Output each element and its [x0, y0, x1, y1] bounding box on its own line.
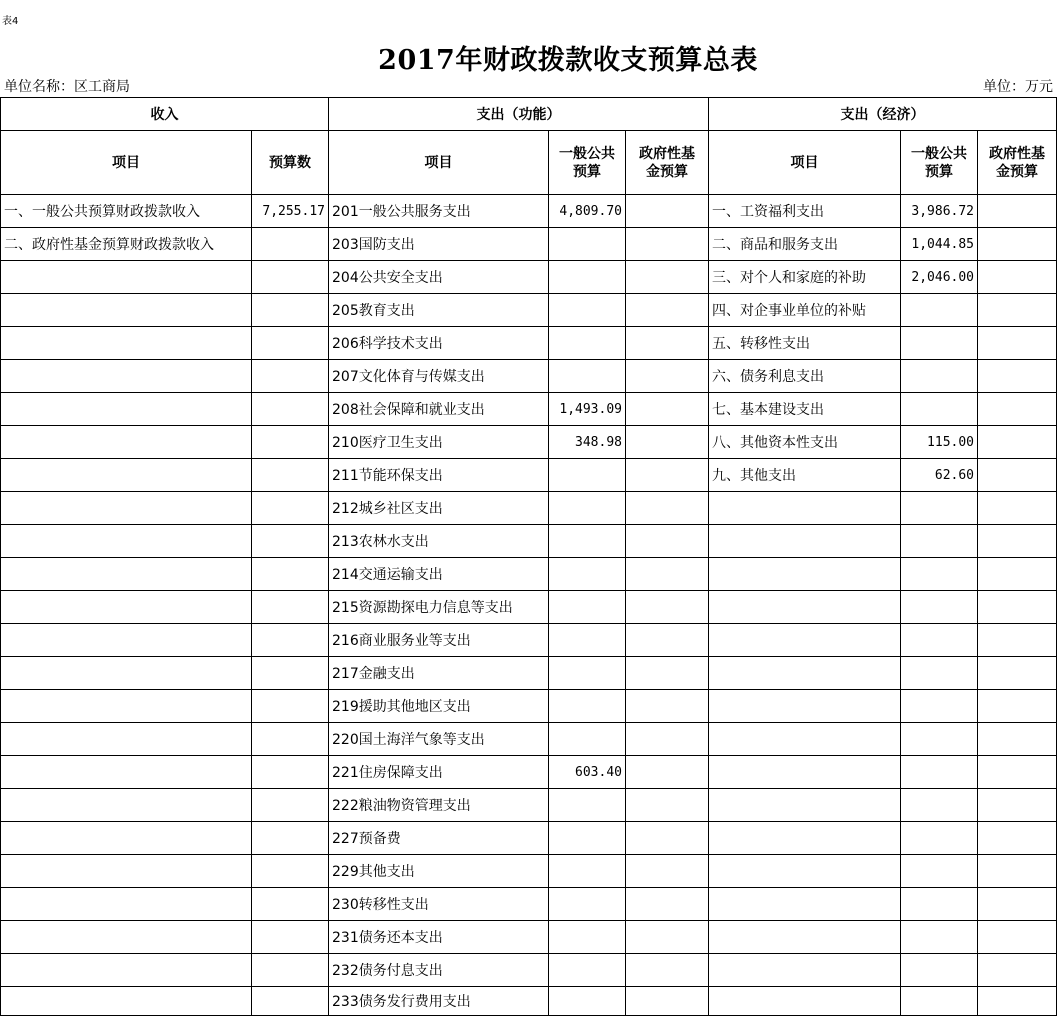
function-item-cell: 208社会保障和就业支出 — [329, 393, 549, 426]
economic-item-cell — [709, 987, 901, 1016]
function-item-cell: 204公共安全支出 — [329, 261, 549, 294]
economic-item-cell — [709, 492, 901, 525]
income-amount-cell — [252, 954, 329, 987]
function-general-public-cell — [549, 789, 626, 822]
function-general-public-cell — [549, 690, 626, 723]
economic-general-public-cell — [901, 822, 978, 855]
table-row — [1, 261, 1057, 294]
function-general-public-header: 一般公共 预算 — [549, 131, 626, 195]
table-row — [1, 591, 1057, 624]
economic-item-cell — [709, 690, 901, 723]
income-item-cell — [1, 591, 252, 624]
function-gov-fund-cell — [626, 789, 709, 822]
economic-gov-fund-cell — [978, 822, 1057, 855]
function-general-public-cell — [549, 888, 626, 921]
economic-gov-fund-cell — [978, 393, 1057, 426]
economic-item-cell: 五、转移性支出 — [709, 327, 901, 360]
economic-gov-fund-cell — [978, 228, 1057, 261]
economic-gov-fund-cell — [978, 756, 1057, 789]
function-item-cell: 220国土海洋气象等支出 — [329, 723, 549, 756]
function-general-public-cell — [549, 591, 626, 624]
table-row — [1, 855, 1057, 888]
income-item-cell — [1, 954, 252, 987]
income-amount-cell — [252, 294, 329, 327]
function-item-cell: 232债务付息支出 — [329, 954, 549, 987]
column-header-row — [1, 131, 1057, 195]
income-amount-cell — [252, 261, 329, 294]
economic-item-cell — [709, 558, 901, 591]
economic-general-public-header: 一般公共 预算 — [901, 131, 978, 195]
economic-gov-fund-cell — [978, 558, 1057, 591]
function-gov-fund-cell — [626, 294, 709, 327]
economic-general-public-cell — [901, 492, 978, 525]
income-amount-cell — [252, 360, 329, 393]
page-title: 2017年财政拨款收支预算总表 — [378, 45, 758, 76]
economic-item-cell — [709, 888, 901, 921]
income-amount-cell — [252, 756, 329, 789]
economic-general-public-cell — [901, 855, 978, 888]
economic-gov-fund-cell — [978, 657, 1057, 690]
income-item-cell — [1, 459, 252, 492]
income-item-cell — [1, 987, 252, 1016]
function-item-cell: 201一般公共服务支出 — [329, 195, 549, 228]
economic-item-cell — [709, 525, 901, 558]
economic-general-public-cell: 3,986.72 — [901, 195, 978, 228]
table-row — [1, 657, 1057, 690]
table-row — [1, 789, 1057, 822]
table-row — [1, 822, 1057, 855]
income-item-cell: 一、一般公共预算财政拨款收入 — [1, 195, 252, 228]
income-amount-cell — [252, 657, 329, 690]
function-gov-fund-cell — [626, 723, 709, 756]
function-general-public-cell — [549, 624, 626, 657]
economic-gov-fund-cell — [978, 294, 1057, 327]
table-row — [1, 624, 1057, 657]
function-general-public-cell — [549, 261, 626, 294]
economic-expense-group-header: 支出（经济） — [709, 98, 1057, 131]
function-item-cell: 231债务还本支出 — [329, 921, 549, 954]
function-item-cell: 215资源勘探电力信息等支出 — [329, 591, 549, 624]
group-header-row — [1, 98, 1057, 131]
income-item-cell — [1, 360, 252, 393]
economic-general-public-cell — [901, 558, 978, 591]
economic-general-public-cell — [901, 789, 978, 822]
economic-gov-fund-cell — [978, 525, 1057, 558]
economic-item-cell — [709, 624, 901, 657]
economic-general-public-cell — [901, 327, 978, 360]
income-item-cell — [1, 492, 252, 525]
economic-general-public-cell — [901, 525, 978, 558]
income-amount-cell — [252, 492, 329, 525]
economic-gov-fund-cell — [978, 921, 1057, 954]
economic-gov-fund-cell — [978, 855, 1057, 888]
function-item-cell: 216商业服务业等支出 — [329, 624, 549, 657]
function-gov-fund-cell — [626, 888, 709, 921]
economic-gov-fund-cell — [978, 888, 1057, 921]
function-item-cell: 214交通运输支出 — [329, 558, 549, 591]
function-general-public-cell — [549, 294, 626, 327]
income-item-cell — [1, 822, 252, 855]
economic-gov-fund-cell — [978, 954, 1057, 987]
function-general-public-cell — [549, 525, 626, 558]
economic-item-cell: 二、商品和服务支出 — [709, 228, 901, 261]
economic-gov-fund-cell — [978, 624, 1057, 657]
income-item-cell — [1, 888, 252, 921]
income-amount-cell — [252, 723, 329, 756]
income-amount-cell — [252, 987, 329, 1016]
income-amount-cell — [252, 558, 329, 591]
income-item-cell — [1, 558, 252, 591]
income-item-cell — [1, 261, 252, 294]
function-general-public-cell: 603.40 — [549, 756, 626, 789]
economic-general-public-cell: 1,044.85 — [901, 228, 978, 261]
function-general-public-cell — [549, 492, 626, 525]
function-gov-fund-cell — [626, 954, 709, 987]
function-gov-fund-cell — [626, 228, 709, 261]
economic-gov-fund-cell — [978, 261, 1057, 294]
economic-general-public-cell — [901, 360, 978, 393]
function-general-public-cell — [549, 987, 626, 1016]
economic-gov-fund-cell — [978, 360, 1057, 393]
function-gov-fund-cell — [626, 657, 709, 690]
income-item-cell — [1, 657, 252, 690]
function-gov-fund-cell — [626, 261, 709, 294]
economic-item-cell: 六、债务利息支出 — [709, 360, 901, 393]
economic-gov-fund-cell — [978, 723, 1057, 756]
table-body — [1, 195, 1057, 1016]
function-gov-fund-cell — [626, 558, 709, 591]
income-amount-cell — [252, 591, 329, 624]
table-row — [1, 426, 1057, 459]
economic-general-public-cell — [901, 954, 978, 987]
income-item-cell — [1, 921, 252, 954]
function-general-public-cell: 1,493.09 — [549, 393, 626, 426]
function-gov-fund-cell — [626, 195, 709, 228]
economic-general-public-cell — [901, 624, 978, 657]
income-amount-cell — [252, 855, 329, 888]
function-item-cell: 205教育支出 — [329, 294, 549, 327]
income-item-cell — [1, 855, 252, 888]
income-amount-cell — [252, 228, 329, 261]
function-general-public-cell — [549, 921, 626, 954]
economic-general-public-cell — [901, 987, 978, 1016]
economic-gov-fund-cell — [978, 690, 1057, 723]
economic-item-cell — [709, 591, 901, 624]
function-item-cell: 230转移性支出 — [329, 888, 549, 921]
function-general-public-cell — [549, 327, 626, 360]
economic-general-public-cell — [901, 657, 978, 690]
function-expense-group-header: 支出（功能） — [329, 98, 709, 131]
income-amount-cell — [252, 789, 329, 822]
function-gov-fund-cell — [626, 624, 709, 657]
income-group-header: 收入 — [1, 98, 329, 131]
economic-item-cell — [709, 954, 901, 987]
economic-item-cell — [709, 789, 901, 822]
table-row — [1, 228, 1057, 261]
function-item-cell: 210医疗卫生支出 — [329, 426, 549, 459]
table-row — [1, 393, 1057, 426]
economic-general-public-cell — [901, 393, 978, 426]
table-row — [1, 921, 1057, 954]
income-item-header: 项目 — [1, 131, 252, 195]
table-row — [1, 987, 1057, 1016]
economic-gov-fund-cell — [978, 426, 1057, 459]
economic-gov-fund-cell — [978, 492, 1057, 525]
function-gov-fund-cell — [626, 591, 709, 624]
table-row — [1, 954, 1057, 987]
function-gov-fund-header: 政府性基 金预算 — [626, 131, 709, 195]
income-item-cell: 二、政府性基金预算财政拨款收入 — [1, 228, 252, 261]
function-gov-fund-cell — [626, 327, 709, 360]
function-general-public-cell — [549, 723, 626, 756]
table-row — [1, 723, 1057, 756]
function-item-cell: 233债务发行费用支出 — [329, 987, 549, 1016]
table-row — [1, 756, 1057, 789]
function-general-public-cell — [549, 657, 626, 690]
economic-item-header: 项目 — [709, 131, 901, 195]
economic-item-cell: 四、对企事业单位的补贴 — [709, 294, 901, 327]
economic-gov-fund-header: 政府性基 金预算 — [978, 131, 1057, 195]
economic-general-public-cell — [901, 591, 978, 624]
function-item-cell: 203国防支出 — [329, 228, 549, 261]
table-row — [1, 294, 1057, 327]
economic-general-public-cell: 115.00 — [901, 426, 978, 459]
economic-general-public-cell — [901, 723, 978, 756]
income-amount-cell — [252, 624, 329, 657]
function-item-cell: 212城乡社区支出 — [329, 492, 549, 525]
budget-summary-table — [0, 97, 1057, 1016]
function-gov-fund-cell — [626, 822, 709, 855]
income-amount-header: 预算数 — [252, 131, 329, 195]
function-gov-fund-cell — [626, 921, 709, 954]
function-item-cell: 207文化体育与传媒支出 — [329, 360, 549, 393]
table-row — [1, 558, 1057, 591]
function-item-header: 项目 — [329, 131, 549, 195]
function-general-public-cell — [549, 822, 626, 855]
function-gov-fund-cell — [626, 855, 709, 888]
function-item-cell: 221住房保障支出 — [329, 756, 549, 789]
economic-gov-fund-cell — [978, 327, 1057, 360]
income-amount-cell — [252, 888, 329, 921]
function-item-cell: 222粮油物资管理支出 — [329, 789, 549, 822]
function-general-public-cell — [549, 558, 626, 591]
income-item-cell — [1, 393, 252, 426]
income-item-cell — [1, 294, 252, 327]
function-general-public-cell: 348.98 — [549, 426, 626, 459]
income-amount-cell: 7,255.17 — [252, 195, 329, 228]
function-gov-fund-cell — [626, 492, 709, 525]
function-item-cell: 206科学技术支出 — [329, 327, 549, 360]
function-gov-fund-cell — [626, 459, 709, 492]
economic-item-cell: 三、对个人和家庭的补助 — [709, 261, 901, 294]
economic-item-cell — [709, 657, 901, 690]
economic-general-public-cell: 2,046.00 — [901, 261, 978, 294]
economic-general-public-cell — [901, 294, 978, 327]
economic-item-cell: 八、其他资本性支出 — [709, 426, 901, 459]
economic-item-cell — [709, 756, 901, 789]
unit-name-label: 单位名称：区工商局 — [4, 79, 130, 95]
income-amount-cell — [252, 822, 329, 855]
table-row — [1, 459, 1057, 492]
table-row — [1, 327, 1057, 360]
economic-item-cell — [709, 921, 901, 954]
economic-gov-fund-cell — [978, 195, 1057, 228]
economic-gov-fund-cell — [978, 987, 1057, 1016]
function-general-public-cell — [549, 954, 626, 987]
function-item-cell: 219援助其他地区支出 — [329, 690, 549, 723]
economic-general-public-cell — [901, 690, 978, 723]
income-item-cell — [1, 624, 252, 657]
function-item-cell: 211节能环保支出 — [329, 459, 549, 492]
income-amount-cell — [252, 426, 329, 459]
economic-gov-fund-cell — [978, 789, 1057, 822]
economic-item-cell — [709, 855, 901, 888]
economic-item-cell: 七、基本建设支出 — [709, 393, 901, 426]
table-number: 表4 — [2, 16, 19, 27]
function-gov-fund-cell — [626, 393, 709, 426]
economic-item-cell: 九、其他支出 — [709, 459, 901, 492]
function-gov-fund-cell — [626, 987, 709, 1016]
function-item-cell: 227预备费 — [329, 822, 549, 855]
currency-unit-label: 单位：万元 — [983, 79, 1053, 95]
table-row — [1, 525, 1057, 558]
function-general-public-cell — [549, 855, 626, 888]
function-gov-fund-cell — [626, 525, 709, 558]
income-item-cell — [1, 756, 252, 789]
function-general-public-cell — [549, 459, 626, 492]
economic-item-cell — [709, 723, 901, 756]
function-general-public-cell — [549, 360, 626, 393]
table-row — [1, 360, 1057, 393]
function-item-cell: 229其他支出 — [329, 855, 549, 888]
income-amount-cell — [252, 327, 329, 360]
table-row — [1, 195, 1057, 228]
economic-general-public-cell: 62.60 — [901, 459, 978, 492]
table-row — [1, 690, 1057, 723]
function-general-public-cell: 4,809.70 — [549, 195, 626, 228]
function-gov-fund-cell — [626, 360, 709, 393]
income-item-cell — [1, 525, 252, 558]
income-item-cell — [1, 426, 252, 459]
function-gov-fund-cell — [626, 756, 709, 789]
function-gov-fund-cell — [626, 426, 709, 459]
economic-general-public-cell — [901, 921, 978, 954]
economic-gov-fund-cell — [978, 591, 1057, 624]
function-item-cell: 213农林水支出 — [329, 525, 549, 558]
table-row — [1, 888, 1057, 921]
economic-gov-fund-cell — [978, 459, 1057, 492]
function-gov-fund-cell — [626, 690, 709, 723]
function-item-cell: 217金融支出 — [329, 657, 549, 690]
income-item-cell — [1, 789, 252, 822]
income-item-cell — [1, 723, 252, 756]
table-row — [1, 492, 1057, 525]
economic-general-public-cell — [901, 756, 978, 789]
economic-item-cell: 一、工资福利支出 — [709, 195, 901, 228]
function-general-public-cell — [549, 228, 626, 261]
economic-general-public-cell — [901, 888, 978, 921]
economic-item-cell — [709, 822, 901, 855]
income-amount-cell — [252, 525, 329, 558]
income-amount-cell — [252, 921, 329, 954]
income-item-cell — [1, 327, 252, 360]
income-amount-cell — [252, 393, 329, 426]
income-amount-cell — [252, 459, 329, 492]
income-amount-cell — [252, 690, 329, 723]
income-item-cell — [1, 690, 252, 723]
